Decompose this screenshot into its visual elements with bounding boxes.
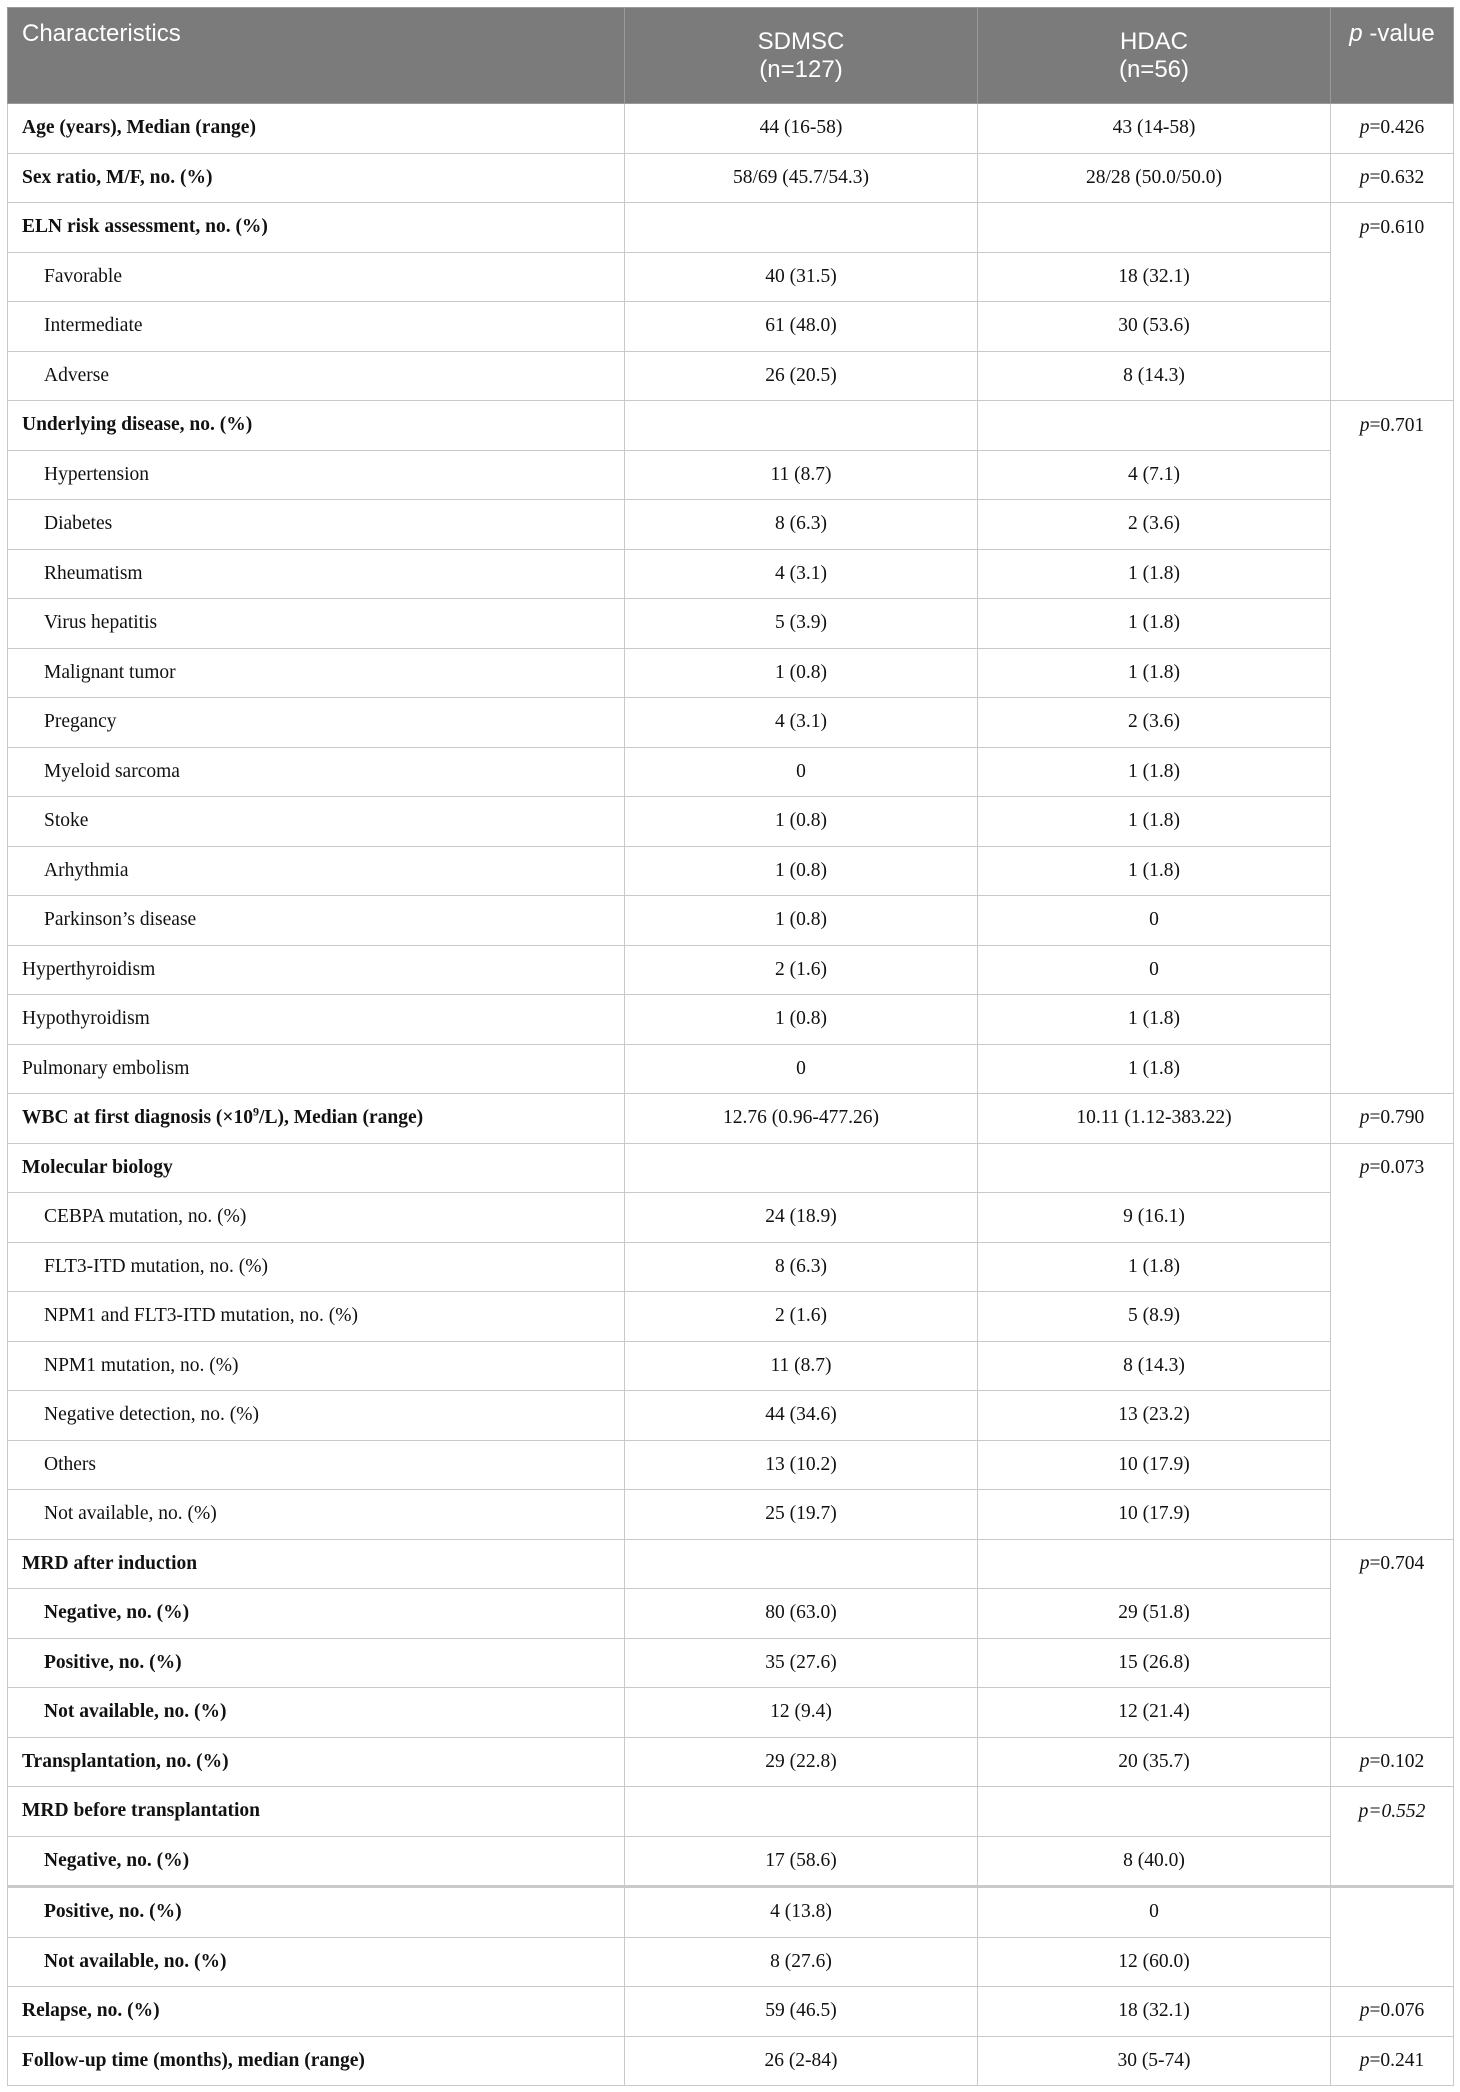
cell-sdmsc: 80 (63.0) <box>625 1589 978 1639</box>
table-row <box>8 450 1454 500</box>
table-row <box>8 153 1454 203</box>
table-row <box>8 1193 1454 1243</box>
cell-sdmsc: 44 (16-58) <box>625 104 978 154</box>
table-body <box>8 104 1454 2086</box>
cell-sdmsc: 1 (0.8) <box>625 648 978 698</box>
cell-hdac: 18 (32.1) <box>978 252 1331 302</box>
table-row <box>8 302 1454 352</box>
cell-sdmsc: 0 <box>625 1044 978 1094</box>
cell-hdac: 30 (5-74) <box>978 2036 1331 2086</box>
cell-hdac: 9 (16.1) <box>978 1193 1331 1243</box>
row-label-text: Virus hepatitis <box>44 612 158 634</box>
row-label-text: ELN risk assessment, no. (%) <box>22 216 268 238</box>
cell-hdac <box>978 1539 1331 1589</box>
cell-p-value <box>1331 599 1454 649</box>
row-label <box>8 747 625 797</box>
cell-p-value <box>1331 945 1454 995</box>
row-label-text: Relapse, no. (%) <box>22 2000 160 2022</box>
cell-hdac: 1 (1.8) <box>978 846 1331 896</box>
cell-hdac: 1 (1.8) <box>978 1242 1331 1292</box>
cell-sdmsc: 29 (22.8) <box>625 1737 978 1787</box>
row-label <box>8 1589 625 1639</box>
cell-hdac <box>978 401 1331 451</box>
cell-p-value <box>1331 1044 1454 1094</box>
cell-p-value <box>1331 995 1454 1045</box>
p-letter: p <box>1359 1553 1370 1574</box>
cell-p-value <box>1331 747 1454 797</box>
table-row <box>8 945 1454 995</box>
p-letter: p <box>1359 216 1370 238</box>
cell-hdac: 12 (60.0) <box>978 1937 1331 1987</box>
row-label-text: Hypertension <box>44 463 150 485</box>
cell-hdac: 1 (1.8) <box>978 797 1331 847</box>
row-label <box>8 1044 625 1094</box>
row-label <box>8 153 625 203</box>
p-letter: p <box>1358 1800 1369 1822</box>
cell-hdac: 1 (1.8) <box>978 648 1331 698</box>
table-row <box>8 203 1454 253</box>
row-label <box>8 252 625 302</box>
cell-p-value <box>1331 1937 1454 1987</box>
row-label-text: Negative, no. (%) <box>44 1849 190 1871</box>
cell-hdac <box>978 1143 1331 1193</box>
cell-sdmsc <box>625 1787 978 1837</box>
cell-p-value <box>1331 1688 1454 1738</box>
cell-p-value <box>1331 351 1454 401</box>
table-row <box>8 1937 1454 1987</box>
cell-hdac: 2 (3.6) <box>978 500 1331 550</box>
cell-hdac: 8 (40.0) <box>978 1836 1331 1887</box>
row-label-text: Age (years), Median (range) <box>22 117 256 139</box>
row-label <box>8 896 625 946</box>
row-label-text: Others <box>44 1453 96 1475</box>
cell-sdmsc: 8 (6.3) <box>625 500 978 550</box>
table-row <box>8 252 1454 302</box>
p-value-text: =0.073 <box>1369 1157 1425 1178</box>
cell-hdac <box>978 203 1331 253</box>
cell-hdac: 10.11 (1.12-383.22) <box>978 1094 1331 1144</box>
header-hdac <box>978 8 1331 104</box>
header-sdmsc <box>625 8 978 104</box>
row-label <box>8 1143 625 1193</box>
row-label-text: Not available, no. (%) <box>44 1950 227 1972</box>
table-row <box>8 1490 1454 1540</box>
header-sdmsc-n: (n=127) <box>759 55 843 83</box>
row-label <box>8 1638 625 1688</box>
table-row <box>8 1539 1454 1589</box>
row-label <box>8 302 625 352</box>
p-letter: p <box>1359 1157 1370 1178</box>
row-label-text: NPM1 mutation, no. (%) <box>44 1354 239 1376</box>
cell-sdmsc: 4 (13.8) <box>625 1887 978 1938</box>
row-label-text: Negative, no. (%) <box>44 1602 190 1624</box>
table-row <box>8 1292 1454 1342</box>
p-value-text: =0.102 <box>1369 1750 1425 1772</box>
row-label <box>8 648 625 698</box>
cell-hdac: 12 (21.4) <box>978 1688 1331 1738</box>
p-value-text: =0.632 <box>1369 166 1425 188</box>
cell-p-value <box>1331 1242 1454 1292</box>
p-value-text: =0.790 <box>1369 1107 1425 1129</box>
header-p-value: p -value <box>1331 8 1454 104</box>
table-row <box>8 1440 1454 1490</box>
table-row <box>8 2036 1454 2086</box>
header-hdac-n: (n=56) <box>1118 55 1190 83</box>
cell-hdac: 43 (14-58) <box>978 104 1331 154</box>
cell-p-value <box>1331 203 1454 253</box>
table-row <box>8 1836 1454 1887</box>
cell-hdac: 0 <box>978 945 1331 995</box>
table-row <box>8 797 1454 847</box>
row-label <box>8 1937 625 1987</box>
cell-hdac: 2 (3.6) <box>978 698 1331 748</box>
row-label-text: Sex ratio, M/F, no. (%) <box>22 166 213 188</box>
cell-p-value <box>1331 1193 1454 1243</box>
table-row <box>8 351 1454 401</box>
cell-sdmsc: 26 (20.5) <box>625 351 978 401</box>
cell-sdmsc: 24 (18.9) <box>625 1193 978 1243</box>
cell-p-value <box>1331 1292 1454 1342</box>
p-letter: p <box>1359 166 1370 188</box>
cell-sdmsc: 26 (2-84) <box>625 2036 978 2086</box>
row-label-text: Molecular biology <box>22 1156 173 1178</box>
cell-sdmsc: 12.76 (0.96-477.26) <box>625 1094 978 1144</box>
cell-hdac: 30 (53.6) <box>978 302 1331 352</box>
table-row <box>8 1242 1454 1292</box>
table-row <box>8 1737 1454 1787</box>
row-label <box>8 945 625 995</box>
cell-p-value <box>1331 153 1454 203</box>
cell-p-value <box>1331 1440 1454 1490</box>
cell-hdac: 20 (35.7) <box>978 1737 1331 1787</box>
header-sdmsc-name: SDMSC <box>757 27 845 55</box>
cell-sdmsc: 17 (58.6) <box>625 1836 978 1887</box>
row-label-text: Underlying disease, no. (%) <box>22 414 253 436</box>
cell-sdmsc: 1 (0.8) <box>625 896 978 946</box>
row-label-text: Positive, no. (%) <box>44 1901 182 1923</box>
row-label <box>8 1440 625 1490</box>
cell-hdac: 0 <box>978 1887 1331 1938</box>
row-label <box>8 1341 625 1391</box>
cell-p-value <box>1331 896 1454 946</box>
cell-p-value <box>1331 1887 1454 1938</box>
cell-hdac: 18 (32.1) <box>978 1987 1331 2037</box>
cell-p-value <box>1331 450 1454 500</box>
cell-sdmsc: 58/69 (45.7/54.3) <box>625 153 978 203</box>
cell-hdac: 1 (1.8) <box>978 549 1331 599</box>
cell-sdmsc: 13 (10.2) <box>625 1440 978 1490</box>
cell-sdmsc: 12 (9.4) <box>625 1688 978 1738</box>
row-label <box>8 1737 625 1787</box>
row-label-text: Arhythmia <box>44 859 129 881</box>
table-row <box>8 896 1454 946</box>
row-label <box>8 1887 625 1938</box>
row-label <box>8 1787 625 1837</box>
p-value-text: =0.552 <box>1368 1800 1426 1822</box>
cell-sdmsc <box>625 203 978 253</box>
row-label <box>8 797 625 847</box>
row-label-text: Stoke <box>44 810 89 832</box>
cell-sdmsc: 11 (8.7) <box>625 1341 978 1391</box>
row-label <box>8 1242 625 1292</box>
row-label-text: Negative detection, no. (%) <box>44 1404 259 1426</box>
row-label-text: FLT3-ITD mutation, no. (%) <box>44 1255 269 1277</box>
p-value-text: =0.701 <box>1369 414 1425 436</box>
cell-sdmsc <box>625 1539 978 1589</box>
row-label-text: MRD before transplantation <box>22 1800 260 1822</box>
p-letter: p <box>1359 1107 1370 1129</box>
cell-hdac: 1 (1.8) <box>978 1044 1331 1094</box>
table-row <box>8 104 1454 154</box>
row-label-text: CEBPA mutation, no. (%) <box>44 1206 247 1228</box>
row-label-text: Intermediate <box>44 315 143 337</box>
table-row <box>8 698 1454 748</box>
row-label-superscript: 9 <box>253 1104 260 1119</box>
row-label-text: Pulmonary embolism <box>22 1057 190 1079</box>
row-label <box>8 1292 625 1342</box>
cell-sdmsc <box>625 401 978 451</box>
cell-p-value <box>1331 698 1454 748</box>
row-label <box>8 1539 625 1589</box>
row-label <box>8 995 625 1045</box>
cell-p-value <box>1331 1490 1454 1540</box>
table-row <box>8 648 1454 698</box>
cell-p-value <box>1331 1539 1454 1589</box>
row-label-text: WBC at first diagnosis (×10 <box>22 1107 254 1129</box>
table-row <box>8 599 1454 649</box>
table-row <box>8 846 1454 896</box>
cell-sdmsc: 4 (3.1) <box>625 549 978 599</box>
cell-hdac: 8 (14.3) <box>978 351 1331 401</box>
cell-sdmsc: 8 (27.6) <box>625 1937 978 1987</box>
row-label <box>8 1836 625 1887</box>
cell-sdmsc: 1 (0.8) <box>625 797 978 847</box>
p-letter: p <box>1359 2049 1370 2071</box>
row-label <box>8 698 625 748</box>
cell-hdac: 10 (17.9) <box>978 1490 1331 1540</box>
cell-sdmsc: 25 (19.7) <box>625 1490 978 1540</box>
cell-p-value <box>1331 401 1454 451</box>
cell-sdmsc: 4 (3.1) <box>625 698 978 748</box>
row-label <box>8 599 625 649</box>
row-label-text: Myeloid sarcoma <box>44 760 180 782</box>
row-label-text: Transplantation, no. (%) <box>22 1750 229 1772</box>
cell-hdac: 0 <box>978 896 1331 946</box>
row-label-text: Hyperthyroidism <box>22 958 156 980</box>
cell-p-value <box>1331 1391 1454 1441</box>
cell-sdmsc: 11 (8.7) <box>625 450 978 500</box>
row-label <box>8 401 625 451</box>
table-container <box>7 7 1453 2086</box>
table-row <box>8 1341 1454 1391</box>
cell-hdac: 1 (1.8) <box>978 747 1331 797</box>
cell-p-value <box>1331 648 1454 698</box>
cell-sdmsc: 59 (46.5) <box>625 1987 978 2037</box>
cell-p-value <box>1331 1143 1454 1193</box>
row-label <box>8 549 625 599</box>
table-row <box>8 1044 1454 1094</box>
cell-p-value <box>1331 1836 1454 1887</box>
row-label <box>8 1094 625 1144</box>
row-label-text: Parkinson’s disease <box>44 909 197 931</box>
cell-hdac: 28/28 (50.0/50.0) <box>978 153 1331 203</box>
p-value-text: =0.426 <box>1369 117 1425 139</box>
cell-p-value <box>1331 500 1454 550</box>
row-label-text: Hypothyroidism <box>22 1008 150 1030</box>
cell-sdmsc: 61 (48.0) <box>625 302 978 352</box>
cell-sdmsc: 2 (1.6) <box>625 1292 978 1342</box>
table-row <box>8 1143 1454 1193</box>
p-letter: p <box>1359 1750 1370 1772</box>
cell-sdmsc: 5 (3.9) <box>625 599 978 649</box>
row-label-text-after: /L), Median (range) <box>259 1107 424 1129</box>
cell-hdac: 29 (51.8) <box>978 1589 1331 1639</box>
cell-p-value <box>1331 549 1454 599</box>
row-label-text: Pregancy <box>44 711 117 733</box>
cell-hdac: 1 (1.8) <box>978 599 1331 649</box>
cell-p-value <box>1331 1589 1454 1639</box>
table-header-row <box>8 8 1454 104</box>
row-label-text: Malignant tumor <box>44 661 176 683</box>
table-row <box>8 995 1454 1045</box>
cell-sdmsc: 8 (6.3) <box>625 1242 978 1292</box>
table-row <box>8 1638 1454 1688</box>
table-row <box>8 500 1454 550</box>
row-label <box>8 1193 625 1243</box>
row-label-text: Follow-up time (months), median (range) <box>22 2049 365 2071</box>
cell-p-value <box>1331 1787 1454 1837</box>
row-label-text: Diabetes <box>44 513 113 535</box>
row-label <box>8 1391 625 1441</box>
cell-hdac <box>978 1787 1331 1837</box>
header-hdac-name: HDAC <box>1119 27 1188 55</box>
row-label-text: NPM1 and FLT3-ITD mutation, no. (%) <box>44 1305 358 1327</box>
table-row <box>8 747 1454 797</box>
cell-hdac: 4 (7.1) <box>978 450 1331 500</box>
cell-sdmsc: 1 (0.8) <box>625 846 978 896</box>
row-label <box>8 203 625 253</box>
cell-p-value <box>1331 104 1454 154</box>
row-label <box>8 104 625 154</box>
header-characteristics: Characteristics <box>8 8 625 104</box>
cell-p-value <box>1331 797 1454 847</box>
p-value-text: =0.610 <box>1369 216 1425 238</box>
cell-p-value <box>1331 302 1454 352</box>
row-label <box>8 1987 625 2037</box>
table-row <box>8 1987 1454 2037</box>
row-label-text: Positive, no. (%) <box>44 1651 182 1673</box>
table-row <box>8 1589 1454 1639</box>
cell-p-value <box>1331 1094 1454 1144</box>
row-label <box>8 2036 625 2086</box>
cell-p-value <box>1331 846 1454 896</box>
cell-sdmsc: 44 (34.6) <box>625 1391 978 1441</box>
row-label-text: MRD after induction <box>22 1552 198 1574</box>
row-label-text: Rheumatism <box>44 562 143 584</box>
p-value-text: =0.241 <box>1369 2049 1425 2071</box>
cell-p-value <box>1331 1737 1454 1787</box>
cell-hdac: 15 (26.8) <box>978 1638 1331 1688</box>
table-row <box>8 1094 1454 1144</box>
p-value-text: =0.704 <box>1369 1553 1425 1574</box>
cell-hdac: 13 (23.2) <box>978 1391 1331 1441</box>
p-letter: p <box>1359 414 1370 436</box>
p-letter: p <box>1359 2000 1370 2022</box>
cell-sdmsc: 35 (27.6) <box>625 1638 978 1688</box>
cell-hdac: 10 (17.9) <box>978 1440 1331 1490</box>
table-row <box>8 1688 1454 1738</box>
table-row <box>8 1391 1454 1441</box>
row-label <box>8 1490 625 1540</box>
row-label <box>8 846 625 896</box>
cell-p-value <box>1331 1341 1454 1391</box>
table-row <box>8 1887 1454 1938</box>
row-label-text: Adverse <box>44 364 109 386</box>
p-value-text: =0.076 <box>1369 2000 1425 2022</box>
row-label-text: Not available, no. (%) <box>44 1701 227 1723</box>
cell-hdac: 1 (1.8) <box>978 995 1331 1045</box>
row-label-text: Favorable <box>44 265 122 287</box>
cell-p-value <box>1331 1987 1454 2037</box>
cell-hdac: 8 (14.3) <box>978 1341 1331 1391</box>
cell-p-value <box>1331 2036 1454 2086</box>
row-label <box>8 450 625 500</box>
row-label <box>8 500 625 550</box>
cell-sdmsc: 0 <box>625 747 978 797</box>
cell-sdmsc: 1 (0.8) <box>625 995 978 1045</box>
row-label <box>8 1688 625 1738</box>
row-label <box>8 351 625 401</box>
cell-hdac: 5 (8.9) <box>978 1292 1331 1342</box>
characteristics-table <box>7 7 1454 2086</box>
p-letter: p <box>1359 117 1370 139</box>
cell-sdmsc: 2 (1.6) <box>625 945 978 995</box>
table-row <box>8 1787 1454 1837</box>
cell-sdmsc: 40 (31.5) <box>625 252 978 302</box>
cell-p-value <box>1331 252 1454 302</box>
row-label-text: Not available, no. (%) <box>44 1503 217 1525</box>
table-row <box>8 549 1454 599</box>
table-row <box>8 401 1454 451</box>
cell-sdmsc <box>625 1143 978 1193</box>
cell-p-value <box>1331 1638 1454 1688</box>
